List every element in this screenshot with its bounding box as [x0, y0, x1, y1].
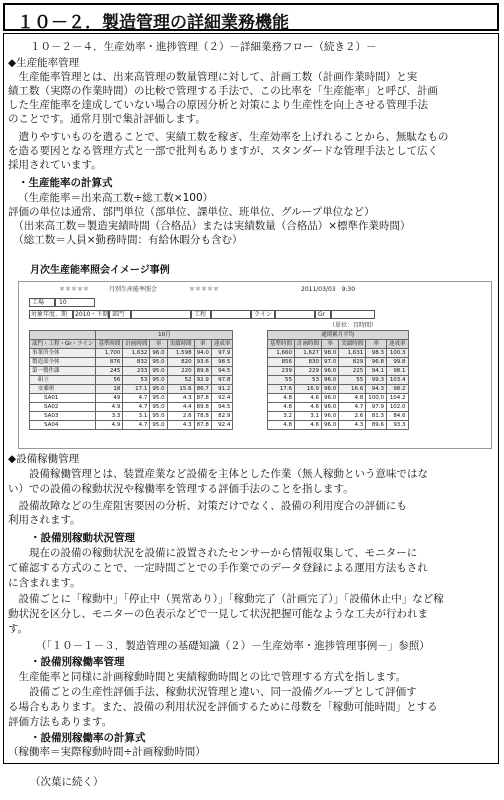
productivity-line: のことです。通常月別で集計評価します。 [8, 113, 206, 125]
table-cell: 96.8 [366, 358, 387, 367]
table-cell: 95.0 [150, 385, 167, 394]
table-cell: 95.0 [150, 358, 167, 367]
table-cell: 245 [96, 367, 123, 376]
equipment-line: 利用されます。 [8, 514, 81, 526]
calc-heading: ・設備別稼働率の計算式 [30, 732, 146, 744]
rate-line: 設備ごとの生産性評価手法、稼動状況管理と違い、同一設備グループとして評価す [8, 686, 417, 698]
table-cell: 104.2 [387, 394, 409, 403]
table-cell: 17.1 [123, 385, 150, 394]
equipment-heading: ◆設備稼働管理 [8, 453, 80, 465]
table-row [268, 403, 409, 412]
productivity-line: 遣りやすいものを遣ることで、実績工数を稼ぎ、生産効率を上げれることから、無駄なもの [8, 131, 449, 143]
table-cell: 233 [123, 367, 150, 376]
table-cell: 96.0 [322, 421, 339, 430]
col-header: 基準時間 [268, 340, 295, 349]
table-cell: 94.5 [211, 403, 233, 412]
productivity-heading: ◆生産能率管理 [8, 57, 80, 69]
table-cell: 16.6 [339, 385, 366, 394]
table-cell: 95.0 [150, 376, 167, 385]
col-header: 計画時間 [123, 340, 150, 349]
table-cell: 94.3 [366, 385, 387, 394]
table-cell: 17.6 [268, 385, 295, 394]
table-cell: 94.5 [211, 367, 233, 376]
table-cell: 53 [123, 376, 150, 385]
table-cell: 87.8 [194, 421, 211, 430]
status-line: 現在の設備の稼動状況を設備に設置されたセンサーから情報収集して、モニターに [8, 547, 418, 559]
table-cell: 4.8 [268, 421, 295, 430]
table-cell: 100.0 [366, 394, 387, 403]
table-cell: 97.9 [211, 349, 233, 358]
col-header: 基準時間 [96, 340, 123, 349]
table-cell: 820 [167, 358, 194, 367]
table-cell: 91.2 [211, 385, 233, 394]
table-cell: 97.9 [366, 403, 387, 412]
table-row [268, 412, 409, 421]
table-cell: 95.0 [150, 421, 167, 430]
table-row [30, 349, 233, 358]
period-label: 対象年度、期 [31, 311, 68, 318]
table-cell: 4.6 [295, 403, 322, 412]
table-cell: 96.0 [322, 385, 339, 394]
table-cell: 89.6 [366, 421, 387, 430]
table-cell: SA03 [30, 412, 96, 421]
table-cell: 製造部全体 [30, 358, 96, 367]
plant-label: 工場 [32, 299, 45, 306]
title-box [3, 3, 499, 31]
table-cell: 94.0 [194, 349, 211, 358]
table-cell: 4.3 [339, 421, 366, 430]
col-header: 部門・工程・Gr・ライン [30, 340, 96, 349]
reference-note: （「１０－１－３．製造管理の基礎知識（２）－生産効率・進捗管理事例－」参照） [36, 640, 430, 652]
table-cell: 96.0 [322, 367, 339, 376]
col-header: 実績時間 [339, 340, 366, 349]
productivity-line: 績工数（実際の作業時間）の比較で管理する手法で、この比率を「生産能率」と呼び、計画 [8, 85, 438, 97]
group-label: Gr [318, 311, 326, 318]
table-cell: 98.1 [387, 367, 409, 376]
dept-label: 部門 [112, 311, 125, 318]
table-row [30, 403, 233, 412]
table-cell: 832 [123, 358, 150, 367]
table-cell: 事業所全体 [30, 349, 96, 358]
report-title: 月別生産能率照会 [109, 286, 158, 293]
table-cell: 98.0 [322, 349, 339, 358]
table-cell: 92.4 [211, 421, 233, 430]
unit-note: （単位：百時間） [329, 322, 378, 329]
formula-line: （生産能率＝出来高工数÷総工数×100） [18, 192, 214, 204]
table-cell: 856 [268, 358, 295, 367]
table-cell: 89.8 [194, 403, 211, 412]
table-cell: 93.6 [194, 358, 211, 367]
table-row [30, 367, 233, 376]
table-cell: 830 [295, 358, 322, 367]
month-header: 10月 [96, 331, 233, 340]
table-row [268, 349, 409, 358]
table-cell: 96.0 [322, 394, 339, 403]
table-cell: 4.9 [96, 403, 123, 412]
table-cell: 1,627 [295, 349, 322, 358]
table-cell: 1,631 [339, 349, 366, 358]
table-cell: 52 [167, 376, 194, 385]
table-row [30, 376, 233, 385]
rate-heading: ・設備別稼働率管理 [30, 656, 125, 668]
table-row [268, 385, 409, 394]
table-cell: SA04 [30, 421, 96, 430]
formula-heading: ・生産能率の計算式 [18, 177, 113, 189]
table-cell: 81.3 [366, 412, 387, 421]
table-cell: 78.8 [194, 412, 211, 421]
col-header: 実績時間 [167, 340, 194, 349]
table-cell: 86.7 [194, 385, 211, 394]
col-header: 達成率 [387, 340, 409, 349]
table-row [30, 421, 233, 430]
table-cell: 4.8 [268, 403, 295, 412]
productivity-table-cumulative [267, 330, 409, 430]
plant-value: 10 [59, 299, 67, 306]
table-row [30, 412, 233, 421]
col-header: 達成率 [211, 340, 233, 349]
table-cell: 16.9 [295, 385, 322, 394]
page-title: １０－２．製造管理の詳細業務機能 [17, 13, 289, 33]
table-cell: 239 [268, 367, 295, 376]
table-cell: 102.0 [387, 403, 409, 412]
table-cell: 4.7 [123, 403, 150, 412]
formula-line: （総工数＝人員×勤務時間：有給休暇分も含む） [8, 234, 243, 246]
report-stars-right: ＊＊＊＊＊ [189, 286, 220, 293]
table-cell: 220 [167, 367, 194, 376]
formula-line: 評価の単位は通常、部門単位（部単位、課単位、班単位、グループ単位など） [8, 206, 375, 218]
table-cell: 4.3 [167, 394, 194, 403]
table-cell: 3.1 [295, 412, 322, 421]
table-cell: 84.6 [387, 412, 409, 421]
table-cell: 49 [96, 394, 123, 403]
table-cell: 2.6 [167, 412, 194, 421]
table-cell: 98.3 [366, 349, 387, 358]
table-cell: 82.9 [211, 412, 233, 421]
table-cell: 第一製作課 [30, 367, 96, 376]
productivity-table-month [29, 330, 233, 430]
line-label: ライン [254, 311, 272, 318]
table-row [30, 394, 233, 403]
table-cell: 18 [96, 385, 123, 394]
productivity-line: 生産能率管理とは、出来高管理の数量管理に対して、計画工数（計画作業時間）と実 [8, 71, 418, 83]
table-cell: 92.9 [194, 376, 211, 385]
rate-line: 評価方法もあります。 [8, 716, 113, 728]
table-row [30, 385, 233, 394]
table-cell: 55 [339, 376, 366, 385]
table-cell: 1,598 [167, 349, 194, 358]
sample-caption: 月次生産能率照会イメージ事例 [30, 265, 170, 276]
continued-note: （次葉に続く） [30, 776, 104, 788]
section-subtitle: １０－２－４．生産効率・進捗管理（２）－詳細業務フロー（続き２）－ [30, 41, 377, 53]
table-cell: 829 [339, 358, 366, 367]
table-row [268, 367, 409, 376]
table-cell: 4.8 [339, 394, 366, 403]
table-cell: 4.4 [167, 403, 194, 412]
table-cell: 98.2 [387, 385, 409, 394]
table-cell: 53 [295, 376, 322, 385]
rate-line: 生産能率と同様に計画稼動時間と実績稼動時間との比で管理する方式を指します。 [8, 671, 407, 683]
sample-report-image [18, 281, 492, 449]
report-timestamp: 2011/03/03 9:30 [301, 286, 356, 293]
table-cell: 1,660 [268, 349, 295, 358]
table-cell: 99.8 [387, 358, 409, 367]
status-line: 動状況を区分し、モニターの色表示などで一見して状況把握可能なような工夫が行われま [8, 608, 428, 620]
equipment-line: 設備稼働管理とは、装置産業など設備を主体とした作業（無人稼動という意味ではな [8, 468, 428, 480]
table-cell: 3.2 [268, 412, 295, 421]
table-cell: 4.6 [295, 421, 322, 430]
status-line: 設備ごとに「稼動中」「停止中（異常あり）」「稼動完了（計画完了）」「設備休止中」など稼 [8, 593, 444, 605]
table-cell: 95.0 [150, 412, 167, 421]
col-header: 率 [150, 340, 167, 349]
col-header: 率 [366, 340, 387, 349]
col-header: 率 [322, 340, 339, 349]
table-cell: 89.8 [194, 367, 211, 376]
report-stars-left: ＊＊＊＊＊ [59, 286, 90, 293]
table-cell: 93.3 [387, 421, 409, 430]
table-cell: 95.0 [150, 367, 167, 376]
table-cell: 229 [295, 367, 322, 376]
table-cell: 103.4 [387, 376, 409, 385]
formula-line: （出来高工数＝製造実績時間（合格品）または実績数量（合格品）×標準作業時間） [8, 220, 411, 232]
table-cell: 3.3 [96, 412, 123, 421]
table-row [268, 358, 409, 367]
status-line: す。 [8, 623, 29, 635]
cumulative-header: 通期累月平均 [268, 331, 409, 340]
table-cell: 96.0 [322, 412, 339, 421]
table-cell: 3.1 [123, 412, 150, 421]
table-cell: 94.1 [366, 367, 387, 376]
table-cell: 組立 [30, 376, 96, 385]
process-label: 工程 [194, 311, 207, 318]
table-row [268, 421, 409, 430]
table-cell: 97.8 [211, 376, 233, 385]
table-cell: 安藤班 [30, 385, 96, 394]
table-cell: 4.7 [123, 421, 150, 430]
table-cell: 56 [96, 376, 123, 385]
table-cell: SA01 [30, 394, 96, 403]
table-cell: 95.0 [150, 403, 167, 412]
col-header: 計画時間 [295, 340, 322, 349]
status-line: に含まれます。 [8, 577, 81, 589]
table-cell: 4.7 [123, 394, 150, 403]
productivity-line: 採用されています。 [8, 159, 102, 171]
table-cell: 225 [339, 367, 366, 376]
col-header: 率 [194, 340, 211, 349]
table-cell: 1,632 [123, 349, 150, 358]
table-row [30, 358, 233, 367]
status-heading: ・設備別稼動状況管理 [30, 532, 135, 544]
table-cell: 98.5 [211, 358, 233, 367]
table-cell: 96.0 [322, 403, 339, 412]
calc-line: （稼働率＝実際稼動時間÷計画稼動時間） [8, 746, 206, 758]
productivity-line: した生産能率を達成していない場合の原因分析と対策により生産性を向上させる管理手法 [8, 99, 428, 111]
period-value: 2010・下期 [75, 311, 109, 318]
table-cell: 4.8 [268, 394, 295, 403]
table-cell: SA02 [30, 403, 96, 412]
table-cell: 876 [96, 358, 123, 367]
table-cell: 55 [268, 376, 295, 385]
table-cell: 4.3 [167, 421, 194, 430]
table-cell: 4.6 [295, 394, 322, 403]
equipment-line: 設備故障などの生産阻害要因の分析、対策だけでなく、設備の利用度合の評価にも [8, 500, 407, 512]
table-cell: 100.3 [387, 349, 409, 358]
table-cell: 4.7 [339, 403, 366, 412]
table-row [268, 394, 409, 403]
table-cell: 2.6 [339, 412, 366, 421]
table-cell: 95.0 [150, 394, 167, 403]
table-cell: 87.8 [194, 394, 211, 403]
equipment-line: い）での設備の稼動状況や稼働率を管理する評価手法のことを指します。 [8, 483, 354, 495]
table-cell: 96.0 [322, 376, 339, 385]
table-cell: 4.9 [96, 421, 123, 430]
table-cell: 1,700 [96, 349, 123, 358]
table-cell: 92.4 [211, 394, 233, 403]
status-line: て確認する方式のことで、一定時間ごとでの手作業でのデータ登録による運用方法もされ [8, 562, 428, 574]
table-cell: 96.0 [150, 349, 167, 358]
productivity-line: を造る要因となる管理方式と一部で批判もありますが、スタンダードな管理手法として広く [8, 145, 439, 157]
table-cell: 97.0 [322, 358, 339, 367]
rate-line: る場合もあります。また、設備の利用状況を評価するために母数を「稼動可能時間」とする [8, 701, 438, 713]
table-cell: 99.3 [366, 376, 387, 385]
table-row [268, 376, 409, 385]
table-cell: 15.6 [167, 385, 194, 394]
